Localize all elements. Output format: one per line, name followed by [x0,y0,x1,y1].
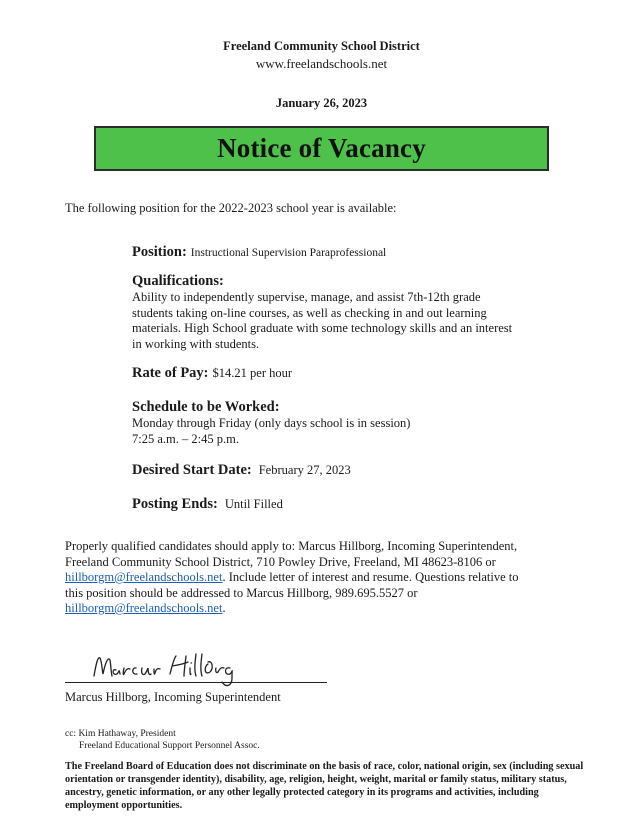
start-date-row [132,461,572,479]
pay-value: $14.21 per hour [212,366,293,380]
qualifications-line: in working with students. [132,336,260,351]
notice-date: January 26, 2023 [275,96,368,110]
district-website: www.freelandschools.net [255,56,388,71]
district-name: Freeland Community School District [223,39,420,53]
start-date-value: February 27, 2023 [258,463,351,477]
cc-line: cc: Kim Hathaway, President [65,729,176,739]
application-instructions [65,539,585,617]
intro-text: The following position for the 2022-2023 school year is available: [65,201,397,215]
qualifications-line: students taking on-line courses, as well as checking in and out learning [132,305,487,320]
posting-label: Posting Ends: [132,496,218,512]
apply-line: hillborgm@freelandschools.net. Include letter of interest and resume. Questions relative to [65,570,519,584]
schedule-label: Schedule to be Worked: [132,399,280,415]
schedule-block [132,399,572,447]
schedule-hours: 7:25 a.m. – 2:45 p.m. [132,431,239,446]
start-date-label: Desired Start Date: [132,462,252,478]
posting-row [132,495,572,513]
cc-block [65,728,260,752]
signatory-name: Marcus Hillborg, Incoming Superintendent [65,690,281,704]
position-label: Position: [132,244,187,260]
qualifications-block [132,273,572,352]
nondiscrimination-statement: The Freeland Board of Education does not discriminate on the basis of race, color, national origin, sex (including sexual orientation or transgender identity), disability, age, religion, height, weight, marital or family status, military status, ancestry, genetic information, or any other legally protected category in its programs and activities, including employment opportunities. [65,761,584,811]
apply-line: Freeland Community School District, 710 Powley Drive, Freeland, MI 48623-8106 or [65,554,496,569]
qualifications-label: Qualifications: [132,273,224,289]
banner-title: Notice of Vacancy [217,133,426,163]
signature-line [65,682,327,683]
posting-value: Until Filled [224,497,283,511]
vacancy-banner [94,126,549,171]
qualifications-line: materials. High School graduate with some technology skills and an interest [132,321,513,335]
cc-line: Freeland Educational Support Personnel Assoc. [79,741,260,751]
apply-line: hillborgm@freelandschools.net. [65,601,226,615]
pay-row [132,364,572,382]
apply-line: Properly qualified candidates should apply to: Marcus Hillborg, Incoming Superintendent, [65,539,518,553]
qualifications-line: Ability to independently supervise, manage, and assist 7th-12th grade [132,290,481,304]
apply-line: this position should be addressed to Marcus Hillborg, 989.695.5527 or [65,585,418,600]
position-value: Instructional Supervision Paraprofessional [190,247,387,259]
schedule-days: Monday through Friday (only days school is in session) [132,416,411,430]
position-row [132,243,572,261]
email-link[interactable]: hillborgm@freelandschools.net [65,570,223,584]
pay-label: Rate of Pay: [132,365,209,381]
email-link[interactable]: hillborgm@freelandschools.net [65,601,223,615]
